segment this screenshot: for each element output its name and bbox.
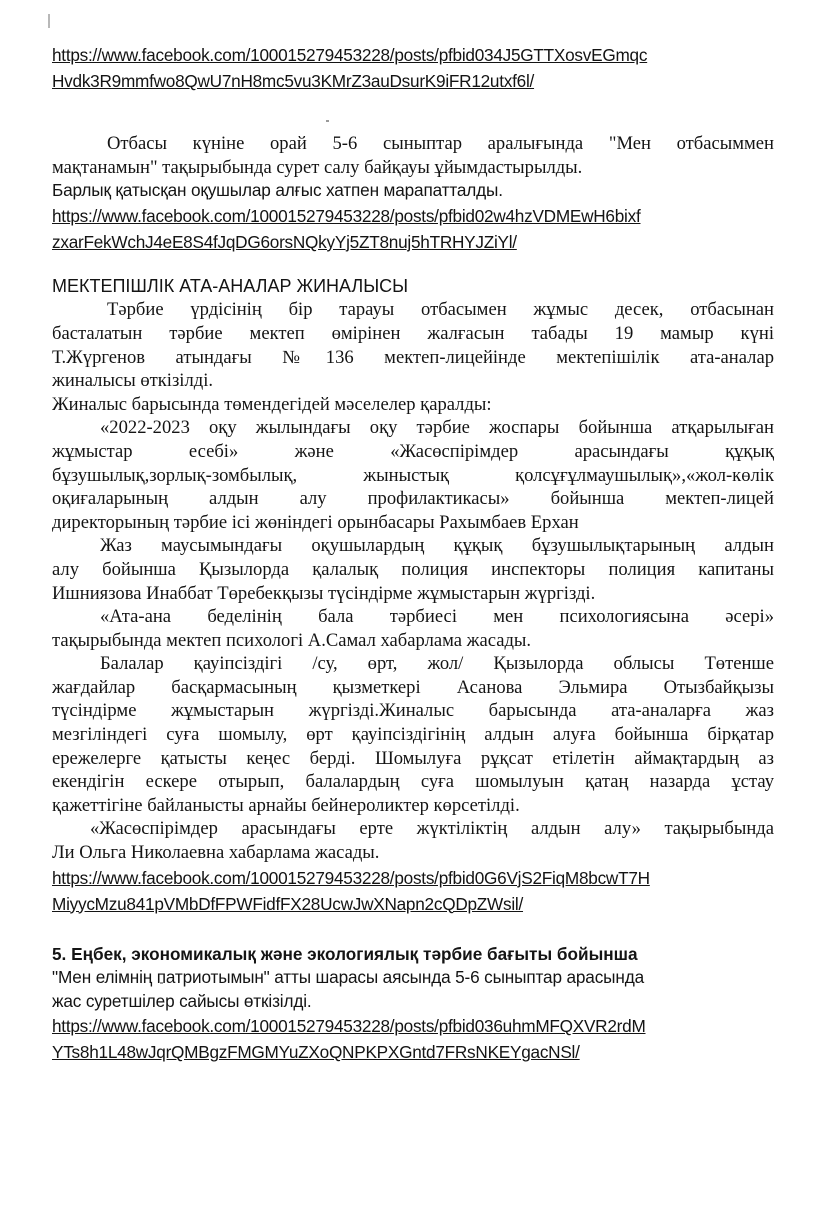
text-line: «2022-2023 оқу жылындағы оқу тәрбие жоспары бойынша атқарылыған <box>100 417 774 439</box>
text-line: «Жасөспірімдер арасындағы ерте жүктіліктің алдын алу» тақырыбында <box>90 818 774 840</box>
section-5-title: 5. Еңбек, экономикалық және экологиялық тәрбие бағыты бойынша <box>52 943 638 964</box>
text-line: мезгіліндегі суға шомылу, өрт қауіпсіздігінің алдын алуға бойынша бірқатар <box>52 724 774 746</box>
link-line[interactable]: https://www.facebook.com/100015279453228/posts/pfbid036uhmMFQXVR2rdM <box>52 1016 646 1037</box>
link-line[interactable]: YTs8h1L48wJqrQMBgzFMGMYuZXoQNPKPXGntd7FRsNKEYgacNSl/ <box>52 1042 580 1063</box>
paragraph-intro <box>52 298 774 392</box>
paragraph-police <box>52 534 774 605</box>
link-line[interactable]: https://www.facebook.com/100015279453228/posts/pfbid0G6VjS2FiqM8bcwT7H <box>52 867 650 888</box>
link-line[interactable]: zxarFekWchJ4eE8S4fJqDG6orsNQkyYj5ZT8nuj5hTRHYJZiYl/ <box>52 231 517 252</box>
text-line: Тәрбие үрдісінің бір тарауы отбасымен жұмыс десек, отбасынан <box>107 299 774 321</box>
text-line: "Мен елімнің патриотымын" атты шарасы аясында 5-6 сыныптар арасында <box>52 967 644 988</box>
facebook-link-2[interactable] <box>52 203 774 255</box>
facebook-link-4[interactable] <box>52 1013 774 1065</box>
text-line: Т.Жүргенов атындағы №136 мектеп-лицейінде мектепішілік ата-аналар <box>52 346 774 368</box>
text-line: басталатын тәрбие мектеп өмірінен жалғасын табады 19 мамыр күні <box>52 322 774 344</box>
text-line: түсіндірме жұмыстарын жүргізді.Жиналыс барысында ата-аналарға жаз <box>52 700 774 722</box>
facebook-link-3[interactable] <box>52 865 774 917</box>
text-line: Жиналыс барысында төмендегідей мәселелер қаралды: <box>52 393 492 415</box>
text-line: жұмыстар есебі» және «Жасөспірімдер арасындағы құқық <box>52 440 774 462</box>
paragraph-family-day <box>52 132 774 203</box>
text-line: Барлық қатысқан оқушылар алғыс хатпен марапатталды. <box>52 180 503 201</box>
paragraph-psychologist <box>52 605 774 652</box>
link-line[interactable]: https://www.facebook.com/100015279453228/posts/pfbid02w4hzVDMEwH6bixf <box>52 205 641 226</box>
paragraph-pregnancy <box>52 817 774 864</box>
text-line: ережелерге қатысты кеңес берді. Шомылуға рұқсат етілетін аймақтардың аз <box>52 747 774 769</box>
text-line: екендігін ескере отырып, балалардың суға шомылуын қатаң назарда ұстау <box>52 771 774 793</box>
text-line: директорының тәрбие ісі жөніндегі орынбасары Рахымбаев Ерхан <box>52 511 579 533</box>
text-line: алу бойынша Қызылорда қалалық полиция инспекторы полиция капитаны <box>52 558 774 580</box>
text-line: жас суретшілер сайысы өткізілді. <box>52 990 312 1011</box>
link-line[interactable]: MiyycMzu841pVMbDfFPWFidfFX28UcwJwXNapn2cQDpZWsil/ <box>52 893 524 914</box>
link-line[interactable]: https://www.facebook.com/100015279453228/posts/pfbid034J5GTTXosvEGmqc <box>52 45 648 65</box>
document-body <box>52 42 774 1065</box>
text-line: Ли Ольга Николаевна хабарлама жасады. <box>52 842 380 864</box>
text-line: Отбасы күніне орай 5-6 сыныптар аралығында "Мен отбасыммен <box>107 133 774 154</box>
text-line: Балалар қауіпсіздігі /су, өрт, жол/ Қызылорда облысы Төтенше <box>100 653 774 675</box>
section-title: МЕКТЕПІШЛІК АТА-АНАЛАР ЖИНАЛЫСЫ <box>52 275 409 296</box>
facebook-link-1[interactable] <box>52 42 774 94</box>
text-line: Жаз маусымындағы оқушылардың құқық бұзушылықтарының алдын <box>100 535 774 557</box>
text-line: мақтанамын" тақырыбында сурет салу байқауы ұйымдастырылды. <box>52 156 583 178</box>
text-line: Ишниязова Инаббат Төребекқызы түсіндірме жұмыстарын жүргізді. <box>52 582 596 604</box>
scan-mark <box>48 14 50 28</box>
text-line: тақырыбында мектеп психологі А.Самал хабарлама жасады. <box>52 629 532 651</box>
section-5 <box>52 943 774 1014</box>
text-line: жағдайлар басқармасының қызметкері Асанова Эльмира Отызбайқызы <box>52 676 774 698</box>
text-line: бұзушылық,зорлық-зомбылық, жыныстық қолсұғұлмаушылық»,«жол-көлік <box>52 464 774 486</box>
paragraph-agenda <box>52 393 774 417</box>
text-line: «Ата-ана беделінің бала тәрбиесі мен психологиясына әсері» <box>100 606 774 628</box>
paragraph-report <box>52 416 774 534</box>
paragraph-safety <box>52 652 774 817</box>
text-line: қажеттігіне байланысты арнайы бейнероликтер көрсетілді. <box>52 794 520 816</box>
text-line: оқиғаларының алдын алу профилактикасы» бойынша мектеп-лицей <box>52 488 774 510</box>
text-line: жиналысы өткізілді. <box>52 370 214 392</box>
link-line[interactable]: Hvdk3R9mmfwo8QwU7nH8mc5vu3KMrZ3auDsurK9iFR12utxf6l/ <box>52 71 535 91</box>
